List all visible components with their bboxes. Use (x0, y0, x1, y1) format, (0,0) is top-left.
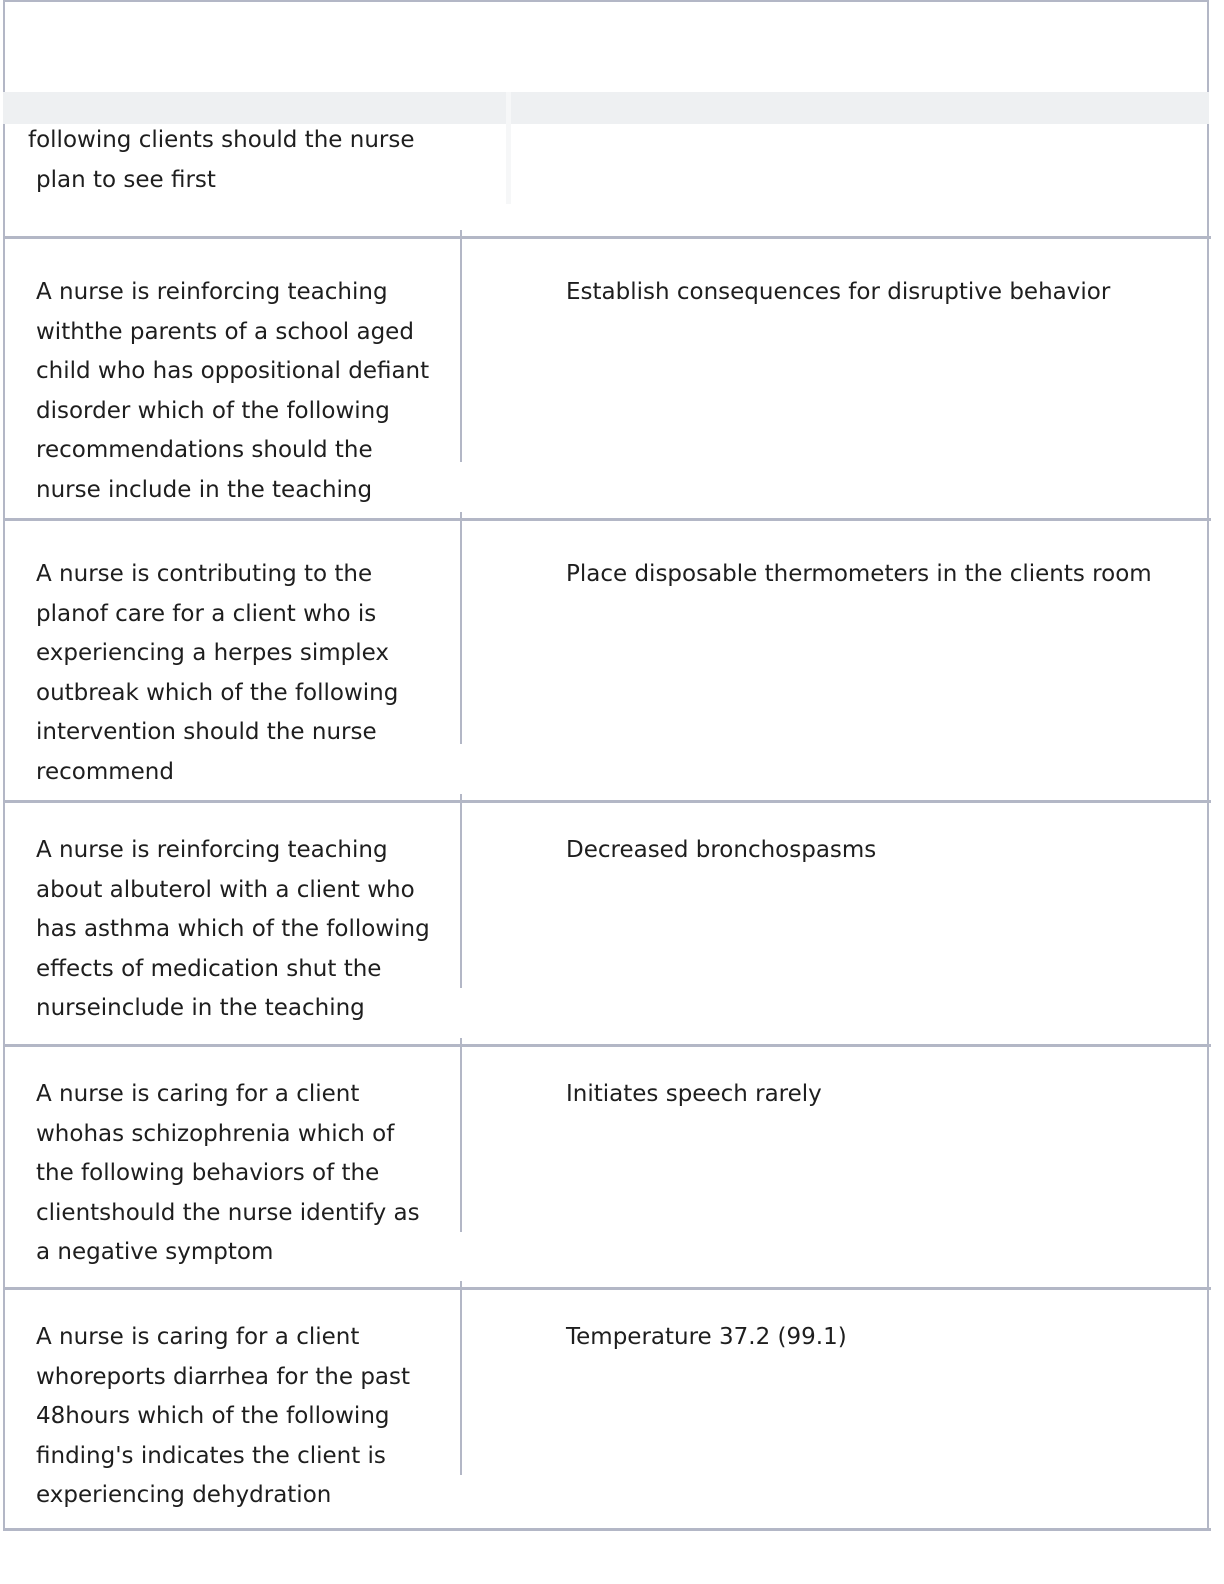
answer-row-5: Initiates speech rarely (566, 1081, 822, 1107)
question-line: 48hours which of the following (36, 1403, 390, 1430)
question-line: nurseinclude in the teaching (36, 995, 365, 1022)
header-band-right (511, 92, 1209, 124)
question-line: recommend (36, 758, 174, 785)
column-divider (460, 794, 462, 988)
question-line: about albuterol with a client who (36, 876, 415, 903)
column-divider (460, 512, 462, 744)
question-line: experiencing dehydration (36, 1482, 332, 1509)
question-line: has asthma which of the following (36, 916, 430, 943)
question-line: withthe parents of a school aged (36, 318, 414, 345)
answer-row-3: Place disposable thermometers in the clients room (566, 561, 1152, 587)
table-bottom-border (3, 1528, 1211, 1531)
question-row-3 (36, 555, 398, 793)
column-divider (460, 1038, 462, 1232)
question-line: recommendations should the (36, 437, 373, 464)
question-row-2 (36, 273, 429, 511)
question-line: following clients should the nurse (28, 127, 415, 153)
answer-row-2: Establish consequences for disruptive behavior (566, 279, 1111, 305)
question-line: the following behaviors of the (36, 1160, 380, 1187)
question-line: whoreports diarrhea for the past (36, 1363, 411, 1390)
question-line: a negative symptom (36, 1239, 274, 1266)
row-divider (3, 1287, 1211, 1290)
row-divider (3, 1044, 1211, 1047)
question-line: child who has oppositional defiant (36, 358, 430, 385)
question-line: A nurse is caring for a client (36, 1324, 360, 1350)
question-line: clientshould the nurse identify as (36, 1199, 420, 1226)
question-line: intervention should the nurse (36, 719, 377, 746)
question-line: planof care for a client who is (36, 600, 377, 627)
question-row-6 (36, 1318, 410, 1516)
column-divider (460, 1281, 462, 1475)
question-line: outbreak which of the following (36, 679, 399, 706)
question-line: A nurse is reinforcing teaching (36, 837, 388, 863)
question-line: whohas schizophrenia which of (36, 1120, 395, 1147)
answer-row-4: Decreased bronchospasms (566, 837, 877, 863)
question-row-4 (36, 831, 430, 1029)
header-band-left (3, 92, 506, 124)
question-line: nurse include in the teaching (36, 476, 373, 503)
row-divider (3, 236, 1211, 239)
question-line: A nurse is caring for a client (36, 1081, 360, 1107)
question-line: plan to see first (36, 166, 216, 193)
question-row-5 (36, 1075, 420, 1273)
column-divider (460, 230, 462, 462)
row-divider (3, 518, 1211, 521)
question-row-1 (28, 121, 415, 200)
question-line: disorder which of the following (36, 397, 390, 424)
answer-row-6: Temperature 37.2 (99.1) (566, 1324, 847, 1350)
row-divider (3, 800, 1211, 803)
question-line: A nurse is reinforcing teaching (36, 279, 388, 305)
question-line: effects of medication shut the (36, 955, 382, 982)
question-line: finding's indicates the client is (36, 1442, 386, 1469)
header-divider (506, 92, 511, 204)
question-line: experiencing a herpes simplex (36, 640, 389, 667)
question-line: A nurse is contributing to the (36, 561, 373, 587)
